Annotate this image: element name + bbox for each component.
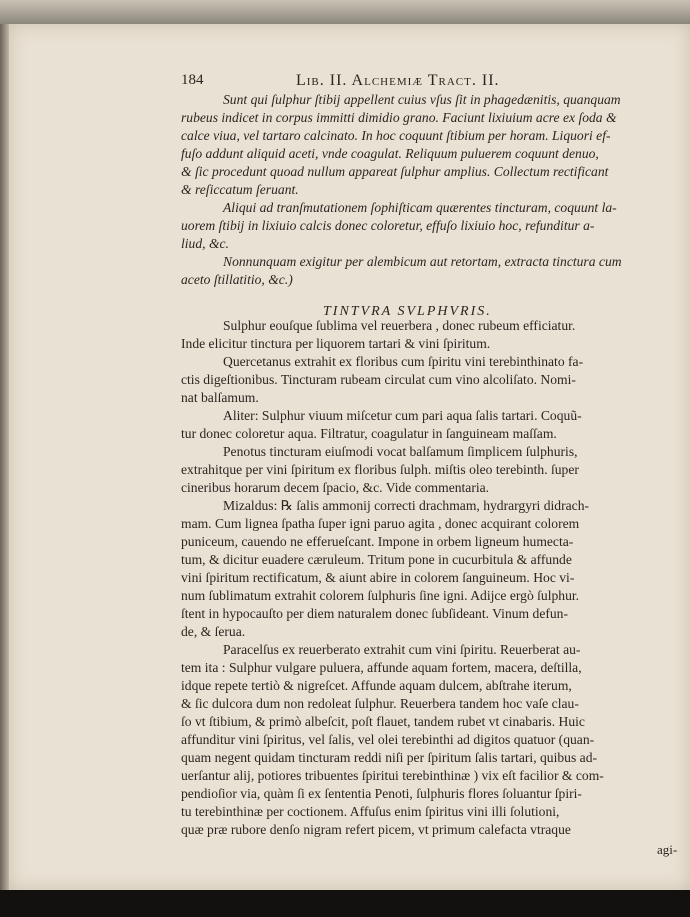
- body-line: pendioſior via, quàm ſi ex ſententia Penoti, ſulphuris flores ſoluantur ſpiri-: [181, 786, 582, 801]
- section-title: TINTVRA SVLPHVRIS.: [323, 304, 492, 319]
- italic-line: aceto ſtillatitio, &c.): [181, 272, 293, 287]
- body-line: tem ita : Sulphur vulgare puluera, affunde aquam fortem, macera, deſtilla,: [181, 660, 582, 675]
- body-line: & ſic dulcora dum non redoleat ſulphur. Reuerbera tandem hoc vaſe clau-: [181, 696, 579, 711]
- body-line: Aliter: Sulphur viuum miſcetur cum pari aqua ſalis tartari. Coquũ-: [223, 408, 582, 423]
- body-line: Paracelſus ex reuerberato extrahit cum vini ſpiritu. Reuerberat au-: [223, 642, 581, 657]
- body-line: ſo vt ſtibium, & primò albeſcit, poſt flauet, tandem rubet vt cinabaris. Huic: [181, 714, 585, 729]
- body-line: vini ſpiritum rectificatum, & aiunt abire in colorem ſanguineum. Hoc vi-: [181, 570, 575, 585]
- body-line: nat balſamum.: [181, 390, 259, 405]
- italic-line: & ſic procedunt quoad nullum appareat ſulphur amplius. Collectum rectificant: [181, 164, 609, 179]
- body-line: Sulphur eouſque ſublima vel reuerbera , donec rubeum efficiatur.: [223, 318, 576, 333]
- italic-line: Aliqui ad tranſmutationem ſophiſticam quærentes tincturam, coquunt la-: [223, 200, 617, 215]
- body-line: extrahitque per vini ſpiritum ex floribus ſulph. miſtis oleo terebinth. ſuper: [181, 462, 579, 477]
- italic-line: Sunt qui ſulphur ſtibij appellent cuius vſus ſit in phagedænitis, quanquam: [223, 92, 621, 107]
- italic-line: uorem ſtibij in lixiuio calcis donec coloretur, effuſo lixiuio hoc, refunditur a-: [181, 218, 595, 233]
- italic-line: calce viua, vel tartaro calcinato. In hoc coquunt ſtibium per horam. Liquori ef-: [181, 128, 611, 143]
- italic-line: & reſiccatum ſeruant.: [181, 182, 299, 197]
- top-page-edge: [0, 0, 690, 24]
- body-line: Quercetanus extrahit ex floribus cum ſpiritu vini terebinthinato fa-: [223, 354, 584, 369]
- italic-line: rubeus indicet in corpus immitti dimidio grano. Faciunt lixiuium acre ex ſoda &: [181, 110, 617, 125]
- body-line: tum, & dicitur euadere cæruleum. Tritum pone in cucurbitula & affunde: [181, 552, 572, 567]
- body-line: cineribus horarum decem ſpacio, &c. Vide commentaria.: [181, 480, 490, 495]
- italic-line: Nonnunquam exigitur per alembicum aut retortam, extracta tinctura cum: [223, 254, 622, 269]
- page-number: 184: [181, 72, 204, 88]
- bottom-shadow: [0, 890, 690, 917]
- body-line: ctis digeſtionibus. Tincturam rubeam circulat cum vino alcoliſato. Nomi-: [181, 372, 576, 387]
- body-line: quæ præ rubore denſo nigram refert picem, vt primum calefacta vtraque: [181, 822, 571, 837]
- body-line: de, & ſerua.: [181, 624, 246, 639]
- body-line: uerſantur alij, potiores tribuentes ſpiritui terebinthinæ ) vix eſt facilior & com-: [181, 768, 604, 783]
- catchword: agi-: [657, 842, 678, 857]
- running-head: Lib. II. Alchemiæ Tract. II.: [296, 72, 500, 89]
- page-text: [9, 24, 690, 890]
- body-line: affunditur vini ſpiritus, vel ſalis, vel olei terebinthi ad digitos quatuor (quan-: [181, 732, 595, 747]
- body-line: tu terebinthinæ per coctionem. Affuſus enim ſpiritus vini illi ſolutioni,: [181, 804, 560, 819]
- body-line: mam. Cum lignea ſpatha ſuper igni paruo agita , donec acquirant colorem: [181, 516, 580, 531]
- body-line: Inde elicitur tinctura per liquorem tartari & vini ſpiritum.: [181, 336, 491, 351]
- left-page-edge: [0, 24, 9, 890]
- body-line: num ſublimatum extrahit colorem ſulphuris ſine igni. Adijce ergò ſulphur.: [181, 588, 580, 603]
- body-line: idque repete tertiò & nigreſcet. Affunde aquam dulcem, abſtrahe iterum,: [181, 678, 572, 693]
- italic-line: liud, &c.: [181, 236, 229, 251]
- body-line: Mizaldus: ℞ ſalis ammonij correcti drachmam, hydrargyri didrach-: [223, 498, 590, 513]
- book-page: [9, 24, 690, 890]
- body-line: ſtent in hypocauſto per diem naturalem donec ſubſideant. Vinum defun-: [181, 606, 569, 621]
- body-line: quam negent quidam tincturam reddi niſi per ſpiritum ſalis tartari, quibus ad-: [181, 750, 598, 765]
- body-line: tur donec coloretur aqua. Filtratur, coagulatur in ſanguineam maſſam.: [181, 426, 557, 441]
- body-line: Penotus tincturam eiuſmodi vocat balſamum ſimplicem ſulphuris,: [223, 444, 578, 459]
- body-line: puniceum, cauendo ne efferueſcant. Impone in orbem ligneum humecta-: [181, 534, 574, 549]
- italic-line: fuſo addunt aliquid aceti, vnde coagulat. Reliquum puluerem coquunt denuo,: [181, 146, 599, 161]
